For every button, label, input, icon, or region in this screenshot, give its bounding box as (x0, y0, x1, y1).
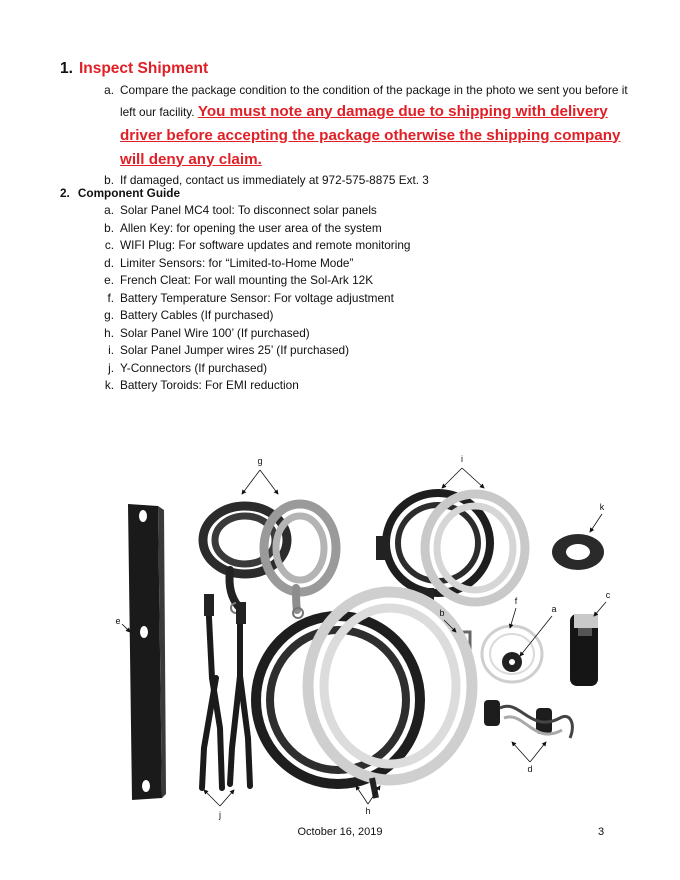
footer-date: October 16, 2019 (297, 826, 383, 838)
item-label: a. (104, 203, 114, 217)
callout-k-arrow (590, 514, 602, 532)
item-label: e. (104, 273, 114, 287)
item-text: Y-Connectors (If purchased) (120, 360, 268, 375)
section-1-heading (60, 60, 208, 78)
callout-e-arrow (122, 624, 130, 632)
component-item-g (104, 307, 630, 325)
component-item-e (104, 272, 630, 290)
component-item-i (108, 342, 630, 360)
item-a-text: Compare the package condition to the condition of the package in the photo we sent you before it left our facility. (120, 83, 628, 119)
item-label: g. (104, 308, 114, 322)
french-cleat-image (128, 504, 166, 800)
limiter-sensors-image (484, 700, 572, 738)
callout-d-arrow (530, 742, 546, 762)
callout-k: k (599, 502, 605, 512)
item-label: i. (108, 343, 114, 357)
callout-e: e (115, 616, 121, 626)
item-label: a. (104, 83, 114, 97)
section-2-title: Component Guide (77, 186, 181, 200)
section-1-number: 1. (60, 60, 73, 77)
component-item-k (104, 377, 630, 395)
item-text: Battery Cables (If purchased) (120, 308, 274, 322)
wifi-plug-image (570, 614, 598, 686)
callout-c-arrow (594, 602, 606, 616)
item-text: Allen Key: for opening the user area of the system (120, 220, 382, 235)
component-item-d (104, 255, 630, 273)
item-text: French Cleat: For wall mounting the Sol-Ark 12K (120, 273, 374, 287)
callout-d-arrow (512, 742, 530, 762)
section-1-list (104, 82, 630, 189)
callout-j-arrow (204, 790, 220, 806)
page-number: 3 (598, 826, 605, 838)
jumper-wires-image (376, 493, 525, 602)
component-item-j (108, 360, 630, 378)
component-item-f (107, 290, 630, 308)
component-photo (100, 448, 620, 828)
callout-a: a (551, 604, 557, 614)
section-2-number: 2. (60, 186, 70, 200)
section-2-heading (60, 186, 180, 200)
component-item-b (104, 220, 630, 238)
battery-cables-image (203, 504, 336, 618)
component-item-h (104, 325, 630, 343)
y-connectors-image (202, 594, 250, 788)
callout-i-arrow (442, 468, 462, 488)
callout-b: b (439, 608, 445, 618)
item-label: f. (107, 290, 114, 305)
solar-wire-100ft-image (256, 592, 472, 798)
callout-j-arrow (220, 790, 234, 806)
callout-g-arrow (260, 470, 278, 494)
section-1-title: Inspect Shipment (78, 60, 209, 77)
item-text: Limiter Sensors: for “Limited-to-Home Mode” (120, 255, 354, 270)
item-label: k. (104, 378, 114, 392)
callout-a-arrow (520, 616, 552, 656)
callout-h-arrow (356, 786, 368, 804)
item-text: Battery Temperature Sensor: For voltage adjustment (120, 290, 394, 305)
callout-i: i (461, 454, 463, 464)
damage-warning: You must note any damage due to shipping with delivery driver before accepting the package otherwise the shipping company will deny any claim. (120, 102, 621, 168)
callout-d: d (527, 764, 533, 774)
item-text: Solar Panel MC4 tool: To disconnect solar panels (120, 203, 377, 217)
item-text: WIFI Plug: For software updates and remote monitoring (120, 238, 411, 252)
item-text: Solar Panel Wire 100’ (If purchased) (120, 325, 310, 340)
section-1-item-b (104, 172, 630, 190)
component-list (104, 202, 630, 395)
component-item-a (104, 202, 630, 220)
item-label: b. (104, 220, 114, 235)
item-text: Solar Panel Jumper wires 25’ (If purchased) (120, 343, 350, 357)
toroid-image (552, 534, 604, 570)
callout-g: g (257, 456, 263, 466)
component-illustration (100, 448, 620, 828)
item-label: c. (104, 238, 114, 252)
item-label: j. (108, 360, 114, 375)
callout-g-arrow (242, 470, 260, 494)
callout-i-arrow (462, 468, 484, 488)
item-label: d. (104, 255, 114, 270)
callout-j: j (219, 810, 221, 820)
section-1-item-a (104, 82, 630, 172)
item-b-text: If damaged, contact us immediately at 972-575-8875 Ext. 3 (120, 172, 429, 187)
callout-h: h (365, 806, 371, 816)
component-item-c (104, 237, 630, 255)
callout-f: f (514, 596, 518, 606)
item-label: h. (104, 325, 114, 340)
callout-c: c (605, 590, 611, 600)
item-label: b. (104, 172, 114, 187)
item-text: Battery Toroids: For EMI reduction (120, 378, 299, 392)
